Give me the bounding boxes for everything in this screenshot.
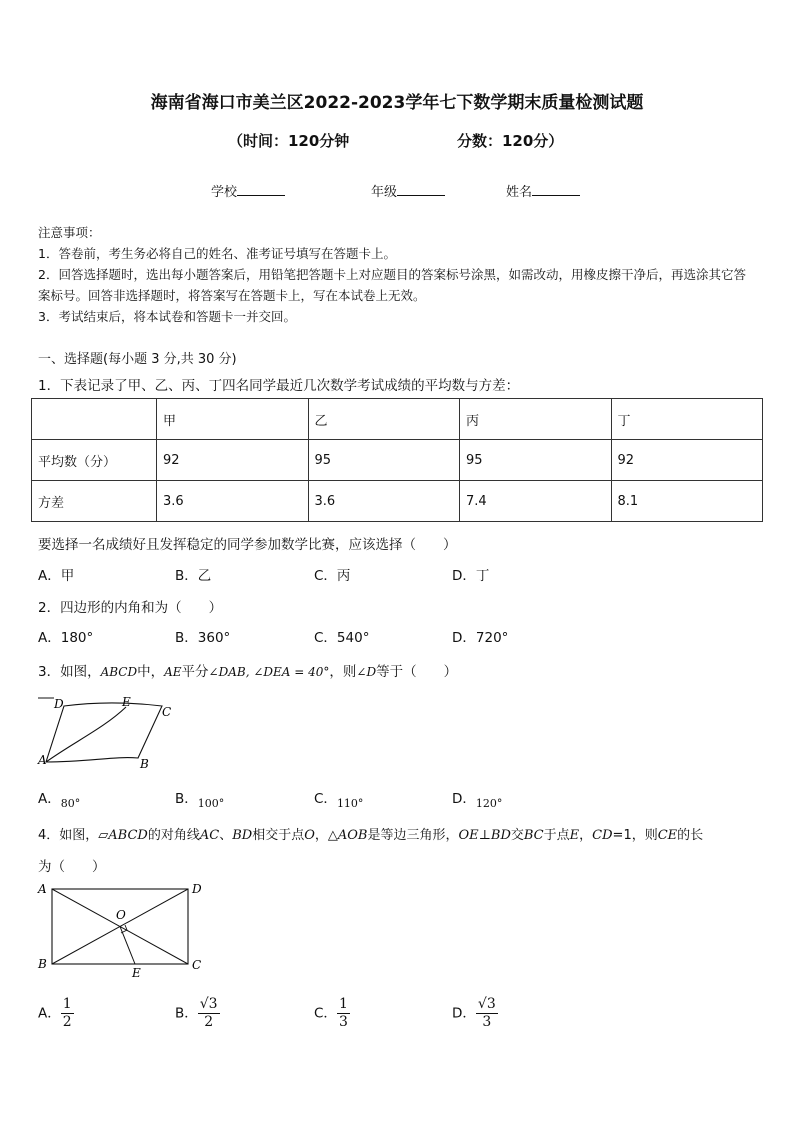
q4-text: ， [579, 828, 593, 843]
numerator: 1 [338, 996, 348, 1012]
table-cell: 8.1 [611, 481, 763, 522]
table-cell: 乙 [308, 399, 460, 440]
q3-math: AE [164, 665, 182, 679]
name-field [506, 181, 580, 200]
denominator: 3 [482, 1014, 492, 1030]
numerator: 1 [62, 996, 72, 1012]
numerator: √3 [477, 996, 496, 1012]
q4-text: 4．如图，▱ [38, 828, 109, 843]
q4-math: BC [523, 828, 544, 843]
table-cell: 丙 [460, 399, 612, 440]
table-cell: 3.6 [308, 481, 460, 522]
option-fraction [61, 996, 74, 1031]
q3-option-a [38, 787, 81, 810]
label-d: D [192, 882, 202, 896]
q1-option-b: B．乙 [175, 568, 212, 584]
q4-math: OE⊥BD [458, 828, 511, 843]
denominator: 3 [338, 1014, 348, 1030]
option-letter: C． [314, 791, 337, 807]
q1-table [31, 398, 763, 522]
table-cell: 95 [308, 440, 460, 481]
q4-text: 交 [510, 828, 524, 843]
q4-stem-line1 [38, 824, 703, 843]
q4-option-d [452, 996, 498, 1031]
option-value: 80° [60, 797, 81, 810]
q4-text: =1，则 [612, 828, 658, 843]
q3-option-d [452, 787, 503, 810]
q4-math: CD [592, 828, 613, 843]
q4-math: AC [199, 828, 220, 843]
q1-option-a: A．甲 [38, 568, 75, 584]
q4-text: 的长 [677, 828, 704, 843]
q4-option-a [38, 996, 74, 1031]
notes-heading: 注意事项： [38, 225, 101, 240]
q3-math: ABCD [100, 665, 138, 679]
table-cell: 95 [460, 440, 612, 481]
table-row [32, 399, 763, 440]
bisector-ae [46, 707, 126, 762]
name-label: 姓名 [506, 185, 533, 200]
table-row [32, 481, 763, 522]
option-letter: D． [452, 1005, 476, 1022]
school-label: 学校 [211, 185, 238, 200]
parallelogram-shape [46, 703, 162, 762]
notes-block [38, 222, 758, 327]
grade-blank [397, 183, 445, 196]
label-e: E [132, 966, 141, 980]
label-a: A [38, 882, 47, 896]
exam-score: 分数：120分） [457, 132, 564, 150]
q3-stem [38, 660, 457, 680]
option-fraction [476, 996, 498, 1031]
q3-text: 3．如图， [38, 664, 101, 680]
school-field [211, 181, 285, 200]
q4-text: 相交于点 [252, 828, 305, 843]
q2-option-c: C．540° [314, 630, 370, 646]
q4-text: ，△ [314, 828, 338, 843]
option-fraction [198, 996, 220, 1031]
table-cell: 丁 [611, 399, 763, 440]
label-o: O [116, 908, 126, 922]
q3-text: 等于（ ） [376, 664, 458, 680]
q3-math: ∠D [356, 665, 377, 679]
option-letter: B． [175, 1005, 198, 1022]
option-letter: D． [452, 791, 476, 807]
grade-label: 年级 [371, 185, 398, 200]
q4-math: CE [657, 828, 678, 843]
option-letter: A． [38, 791, 61, 807]
q4-option-b [175, 996, 220, 1031]
q1-option-d: D．丁 [452, 568, 490, 584]
table-cell: 甲 [157, 399, 309, 440]
q1-stem: 1．下表记录了甲、乙、丙、丁四名同学最近几次数学考试成绩的平均数与方差： [38, 378, 520, 394]
label-e: E [122, 695, 131, 709]
school-blank [237, 183, 285, 196]
label-c: C [162, 705, 172, 719]
notes-item: 2．回答选择题时，选出每小题答案后，用铅笔把答题卡上对应题目的答案标号涂黑，如需改动，用橡皮擦干净后，再选涂其它答案标号。回答非选择题时，将答案写在答题卡上，写在本试卷上无效。 [38, 267, 746, 303]
table-cell: 92 [611, 440, 763, 481]
q4-text: 是等边三角形， [367, 828, 459, 843]
table-cell: 3.6 [157, 481, 309, 522]
q4-text: 的对角线 [147, 828, 200, 843]
exam-title: 海南省海口市美兰区2022-2023学年七下数学期末质量检测试题 [150, 93, 644, 113]
option-letter: A． [38, 1005, 61, 1022]
label-a: A [38, 753, 47, 767]
q2-option-d: D．720° [452, 630, 509, 646]
q3-option-c [314, 787, 364, 810]
numerator: √3 [199, 996, 218, 1012]
label-d: D [54, 697, 64, 711]
table-cell: 平均数（分） [32, 440, 157, 481]
notes-item: 3．考试结束后，将本试卷和答题卡一并交回。 [38, 309, 296, 324]
option-value: 120° [475, 797, 503, 810]
label-b: B [140, 757, 149, 771]
denominator: 2 [62, 1014, 72, 1030]
option-letter: C． [314, 1005, 337, 1022]
q3-option-b [175, 787, 225, 810]
q3-math: ∠DAB, ∠DEA = 40° [208, 665, 330, 679]
q1-ask: 要选择一名成绩好且发挥稳定的同学参加数学比赛，应该选择（ ） [38, 537, 457, 553]
q4-figure [34, 880, 214, 980]
q2-stem: 2．四边形的内角和为（ ） [38, 600, 223, 616]
denominator: 2 [204, 1014, 214, 1030]
q4-math: O [304, 828, 315, 843]
q4-text: 、 [219, 828, 233, 843]
q2-option-a: A．180° [38, 630, 94, 646]
option-letter: B． [175, 791, 198, 807]
option-value: 110° [336, 797, 364, 810]
table-cell: 7.4 [460, 481, 612, 522]
label-b: B [38, 957, 47, 971]
table-cell: 方差 [32, 481, 157, 522]
table-cell [32, 399, 157, 440]
notes-item: 1．答卷前，考生务必将自己的姓名、准考证号填写在答题卡上。 [38, 246, 396, 261]
table-cell: 92 [157, 440, 309, 481]
q4-text: 于点 [543, 828, 570, 843]
q4-option-c [314, 996, 350, 1031]
q3-text: 中， [137, 664, 165, 680]
q4-math: BD [232, 828, 253, 843]
q4-math: AOB [337, 828, 368, 843]
q4-math: ABCD [108, 828, 148, 843]
option-value: 100° [197, 797, 225, 810]
label-c: C [192, 958, 202, 972]
q3-text: 平分 [181, 664, 209, 680]
section-heading: 一、选择题(每小题 3 分,共 30 分) [38, 352, 237, 367]
q4-stem-line2: 为（ ） [38, 859, 106, 875]
q4-math: E [569, 828, 580, 843]
q2-option-b: B．360° [175, 630, 231, 646]
grade-field [371, 181, 445, 200]
table-row [32, 440, 763, 481]
option-fraction [337, 996, 350, 1031]
q1-option-c: C．丙 [314, 568, 351, 584]
name-blank [532, 183, 580, 196]
exam-time: （时间：120分钟 [228, 132, 350, 150]
q3-text: ，则 [329, 664, 357, 680]
q3-figure [34, 692, 184, 776]
